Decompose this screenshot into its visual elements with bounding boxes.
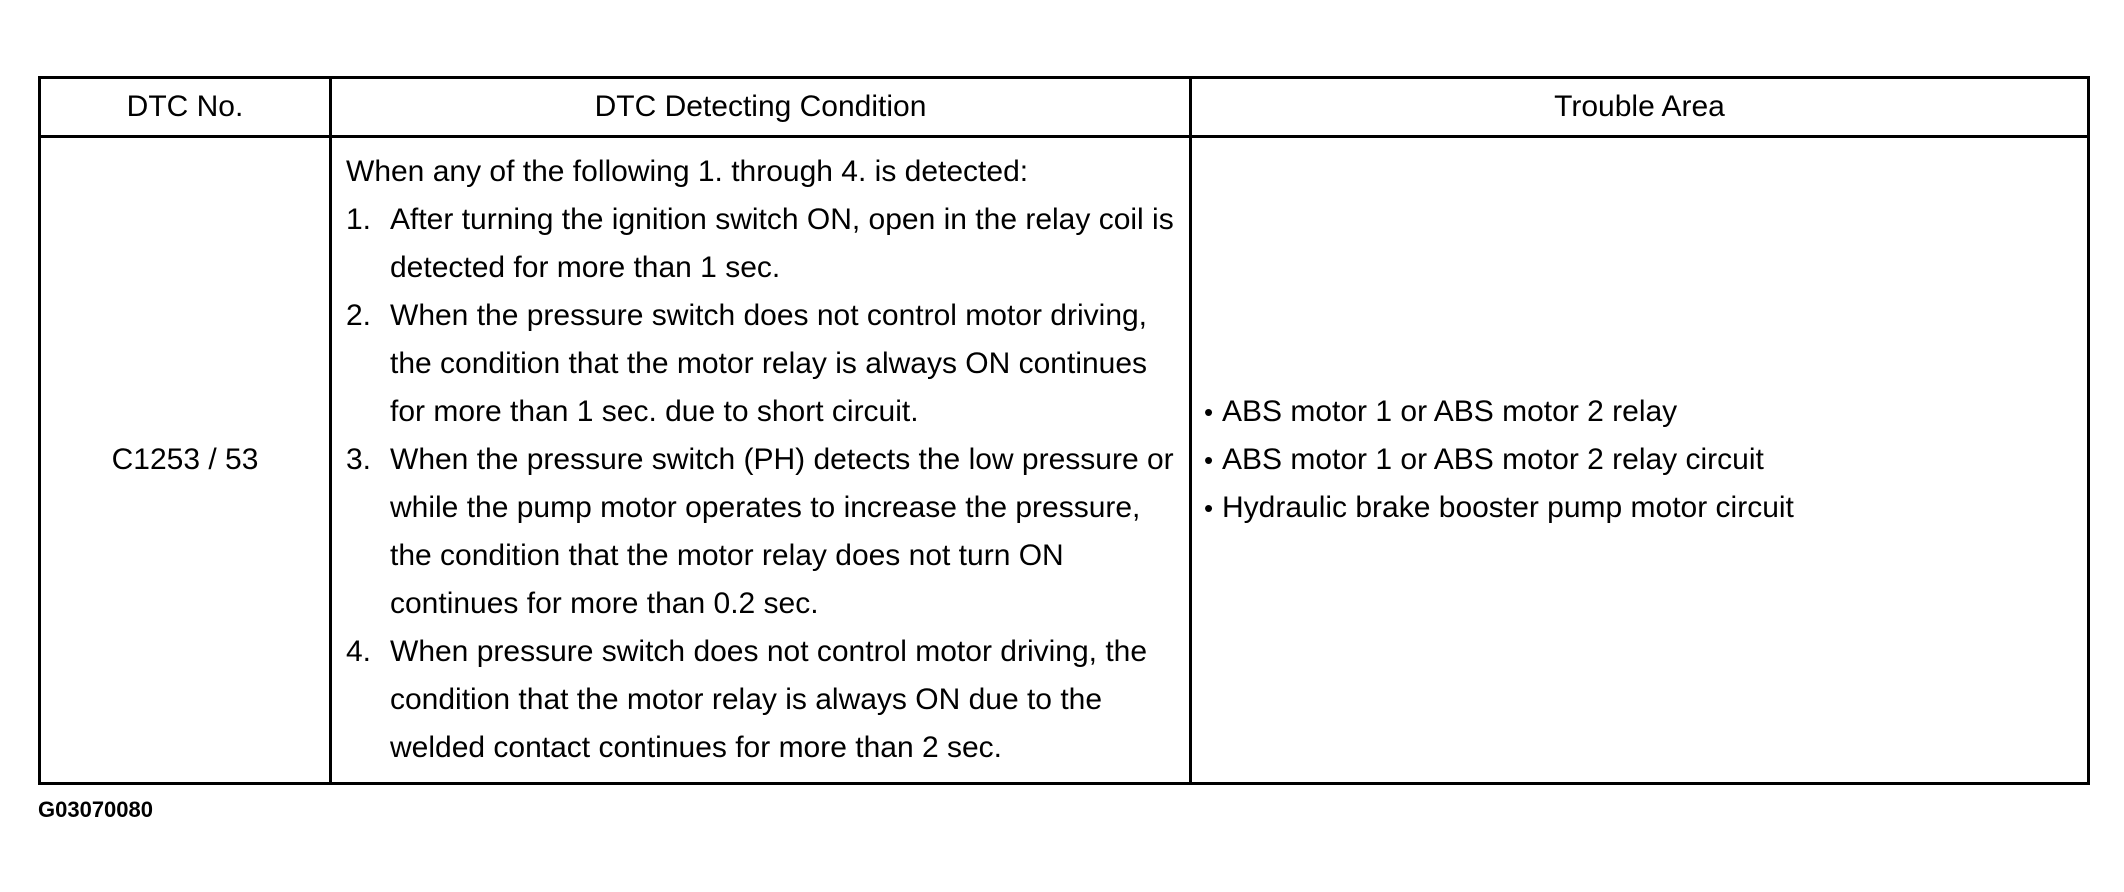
header-dtc-no: DTC No.	[40, 78, 331, 137]
figure-code: G03070080	[38, 797, 153, 822]
condition-text: After turning the ignition switch ON, open in the relay coil is detected for more than 1 sec.	[390, 203, 1174, 284]
condition-text: When pressure switch does not control motor driving, the condition that the motor relay is always ON due to the welded contact continues for more than 2 sec.	[390, 635, 1148, 764]
condition-item	[346, 196, 1179, 292]
condition-item	[346, 628, 1179, 772]
table-row	[40, 137, 2089, 784]
bullet-icon: •	[1204, 445, 1214, 475]
condition-number: 1.	[346, 203, 372, 236]
condition-number: 3.	[346, 443, 372, 476]
condition-number: 4.	[346, 635, 372, 668]
trouble-area-item	[1204, 388, 2087, 436]
trouble-area-item	[1204, 436, 2087, 484]
trouble-area-item	[1204, 484, 2087, 532]
bullet-icon: •	[1204, 493, 1214, 523]
condition-item	[346, 292, 1179, 436]
header-trouble-area: Trouble Area	[1191, 78, 2089, 137]
header-row	[40, 78, 2089, 137]
condition-text: When the pressure switch does not control motor driving, the condition that the motor relay is always ON continues for more than 1 sec. due to short circuit.	[390, 299, 1148, 428]
bullet-icon: •	[1204, 397, 1214, 427]
trouble-area-list	[1204, 388, 2087, 532]
condition-text: When the pressure switch (PH) detects the low pressure or while the pump motor operates to increase the pressure, the condition that the motor relay does not turn ON continues for more than 0.2 sec.	[390, 443, 1174, 620]
condition-item	[346, 436, 1179, 628]
dtc-table	[38, 76, 2090, 785]
condition-number: 2.	[346, 299, 372, 332]
trouble-area-text: ABS motor 1 or ABS motor 2 relay	[1222, 395, 1678, 428]
header-detecting-condition: DTC Detecting Condition	[331, 78, 1191, 137]
condition-intro: When any of the following 1. through 4. is detected:	[346, 155, 1029, 188]
dtc-number-cell: C1253 / 53	[40, 137, 331, 784]
condition-list	[346, 196, 1179, 772]
trouble-area-text: ABS motor 1 or ABS motor 2 relay circuit	[1222, 443, 1764, 476]
detecting-condition-cell	[331, 137, 1191, 784]
trouble-area-cell	[1191, 137, 2089, 784]
trouble-area-text: Hydraulic brake booster pump motor circuit	[1222, 491, 1794, 524]
